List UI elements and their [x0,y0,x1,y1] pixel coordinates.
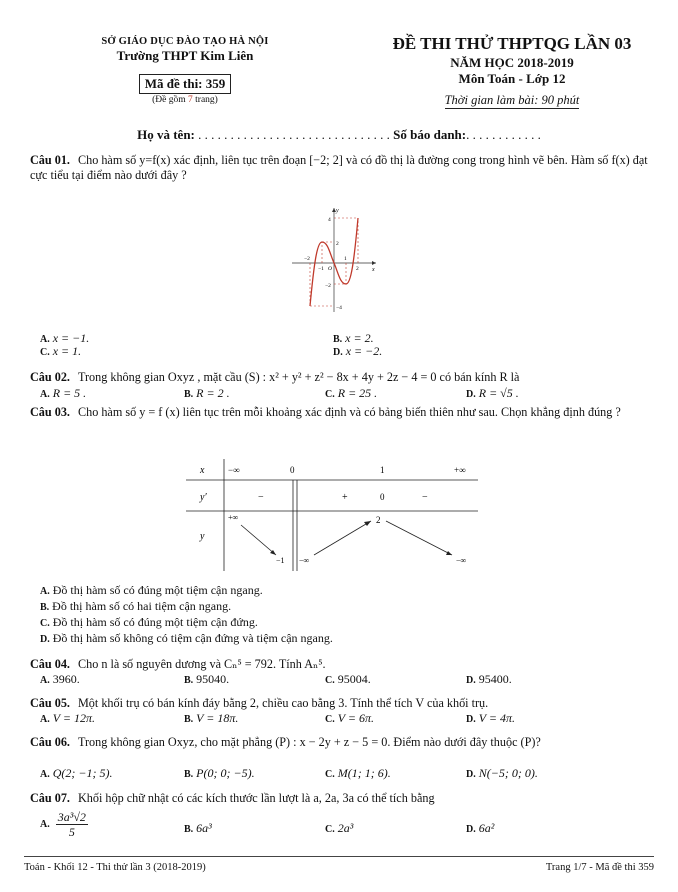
question-text: Trong không gian Oxyz , mặt cầu (S) : x² + y² + z² − 8x + 4y + 2z − 4 = 0 có bán kính R là [77,370,520,384]
candidate-line [0,127,678,143]
bbt-y-label: y [200,531,205,542]
footer-right: Trang 1/7 - Mã đề thi 359 [545,862,654,873]
tick-xm1: −1 [318,266,324,272]
bbt-x-val: 1 [380,465,385,475]
answer-3a[interactable]: A. Đồ thị hàm số có đúng một tiệm cận ngang. [40,583,263,597]
id-label: Số báo danh: [393,127,467,142]
time-limit: Thời gian làm bài: 90 phút [444,93,580,107]
answer-6c[interactable]: C. M(1; 1; 6). [325,766,391,780]
tick-y4: 4 [328,217,331,223]
tick-origin: O [328,266,332,272]
bbt-y-val: 2 [376,515,381,525]
question-text: Trong không gian Oxyz, cho mặt phẳng (P) : x − 2y + z − 5 = 0. Điểm nào dưới đây thuộc (P)? [77,735,541,749]
question-1 [30,153,654,183]
bbt-x-label: x [200,465,205,476]
answer-2d[interactable]: D. R = √5 . [466,386,519,400]
question-label: Câu 04. [30,657,70,671]
question-label: Câu 02. [30,370,70,384]
bbt-yp-val: − [422,492,428,503]
department-name: SỞ GIÁO DỤC ĐÀO TẠO HÀ NỘI [101,36,269,47]
answer-5d[interactable]: D. V = 4π. [466,711,515,725]
bbt-x-val: −∞ [228,465,240,475]
answer-1d[interactable]: D. x = −2. [333,344,383,358]
tick-x1: 1 [344,256,347,262]
answer-1c[interactable]: C. x = 1. [40,344,82,358]
question-5 [30,696,654,711]
footer-divider [24,856,654,857]
bbt-x-val: 0 [290,465,295,475]
bbt-yp-val: − [258,492,264,503]
answer-7b[interactable]: B. 6a³ [184,821,212,835]
question-3 [30,405,654,420]
page-count: (Đề gồm 7 trang) [152,95,218,105]
question-text: Một khối trụ có bán kính đáy bằng 2, chiều cao bằng 3. Tính thể tích V của khối trụ. [77,696,489,710]
answer-4c[interactable]: C. 95004. [325,672,371,686]
answer-4b[interactable]: B. 95040. [184,672,230,686]
answer-2c[interactable]: C. R = 25 . [325,386,378,400]
answer-7d[interactable]: D. 6a² [466,821,495,835]
bbt-y-val: −1 [276,556,285,565]
bbt-yp-label: y′ [200,492,207,503]
bbt-y-val: −∞ [456,556,467,565]
answer-5b[interactable]: B. V = 18π. [184,711,239,725]
fraction [56,810,88,839]
answer-5c[interactable]: C. V = 6π. [325,711,374,725]
function-graph [288,204,380,316]
name-dots[interactable]: . . . . . . . . . . . . . . . . . . . . . . . . . . . . . . [194,127,394,142]
answer-6d[interactable]: D. N(−5; 0; 0). [466,766,538,780]
question-text: Cho n là số nguyên dương và Cₙ⁵ = 792. Tính Aₙ⁵. [77,657,326,671]
bbt-yp-val: + [342,492,348,503]
answer-5a[interactable]: A. V = 12π. [40,711,95,725]
x-axis-label: x [372,267,375,273]
variation-table [186,459,478,571]
fraction-denominator: 5 [68,825,75,839]
bbt-y-val: −∞ [299,556,310,565]
tick-x2: 2 [356,266,359,272]
question-text: Cho hàm số y=f(x) xác định, liên tục trên đoạn [−2; 2] và có đồ thị là đường cong trong hình vẽ bên. Hàm số f(x) đạt cực tiểu tại điểm nào dưới đây ? [30,153,648,182]
answer-2b[interactable]: B. R = 2 . [184,386,230,400]
school-year: NĂM HỌC 2018-2019 [450,55,574,70]
answer-1a[interactable]: A. x = −1. [40,331,90,345]
tick-ym2: −2 [325,283,331,289]
tick-y2: 2 [336,241,339,247]
answer-2a[interactable]: A. R = 5 . [40,386,87,400]
answer-1b[interactable]: B. x = 2. [333,331,374,345]
answer-6a[interactable]: A. Q(2; −1; 5). [40,766,113,780]
answer-4d[interactable]: D. 95400. [466,672,512,686]
header-left [60,36,310,105]
question-4 [30,657,654,672]
answer-7a[interactable]: A. $\frac{\text{3a³√2}}{5}$ [40,810,86,839]
footer-left: Toán - Khối 12 - Thi thử lần 3 (2018-2019) [24,862,206,873]
subject: Môn Toán - Lớp 12 [458,71,566,86]
tick-xm2: −2 [304,256,310,262]
exam-code-box: Mã đề thi: 359 [139,74,232,94]
answer-4a[interactable]: A. 3960. [40,672,80,686]
question-label: Câu 05. [30,696,70,710]
question-text: Khối hộp chữ nhật có các kích thước lần lượt là a, 2a, 3a có thể tích bằng [77,791,435,805]
question-label: Câu 03. [30,405,70,419]
answer-3c[interactable]: C. Đồ thị hàm số có đúng một tiệm cận đứng. [40,615,258,629]
question-label: Câu 06. [30,735,70,749]
answer-3b[interactable]: B. Đồ thị hàm số có hai tiệm cận ngang. [40,599,232,613]
y-axis-label: y [336,208,339,214]
exam-title: ĐỀ THI THỬ THPTQG LẦN 03 [392,34,632,53]
answer-6b[interactable]: B. P(0; 0; −5). [184,766,255,780]
question-7 [30,791,654,806]
fraction-numerator: 3a³√2 [57,810,86,824]
answer-7c[interactable]: C. 2a³ [325,821,354,835]
bbt-x-val: +∞ [454,465,466,475]
bbt-y-val: +∞ [228,513,239,522]
question-2 [30,370,654,385]
question-label: Câu 07. [30,791,70,805]
school-name: Trường THPT Kim Liên [116,48,254,63]
id-dots[interactable]: . . . . . . . . . . . . [466,127,541,142]
question-text: Cho hàm số y = f (x) liên tục trên mỗi khoảng xác định và có bảng biến thiên như sau. Chọn khẳng định đúng ? [77,405,621,419]
header-right [372,34,652,109]
question-6 [30,735,654,750]
question-label: Câu 01. [30,153,70,167]
name-label: Họ và tên: [137,127,195,142]
bbt-yp-val: 0 [380,492,385,502]
answer-3d[interactable]: D. Đồ thị hàm số không có tiệm cận đứng và tiệm cận ngang. [40,631,333,645]
tick-ym4: −4 [336,305,342,311]
